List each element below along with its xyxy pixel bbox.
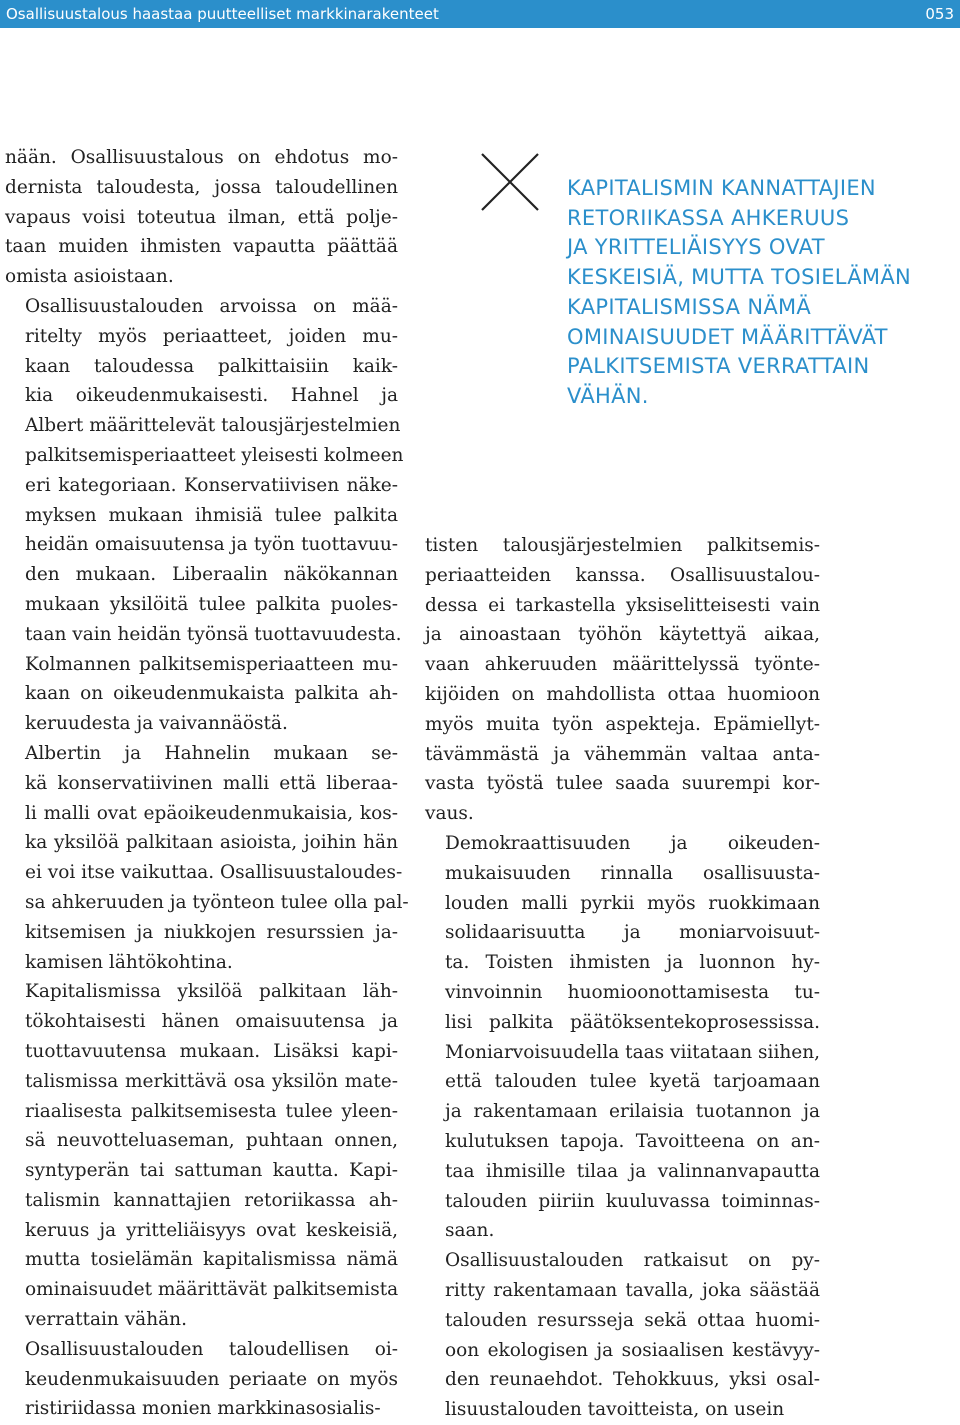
x-mark-icon [480, 152, 540, 212]
text-line: keudenmukaisuuden periaate on myös [25, 1368, 398, 1390]
text-line: Kapitalismissa yksilöä palkitaan läh- [25, 981, 398, 1003]
pull-quote-line: OMINAISUUDET MÄÄRITTÄVÄT [567, 324, 888, 349]
text-line: kitsemisen ja niukkojen resurssien ja- [25, 921, 398, 943]
text-line: louden malli pyrkii myös ruokkimaan [445, 892, 820, 914]
text-line: ei voi itse vaikuttaa. Osallisuustaloudes- [25, 862, 403, 884]
pull-quote-line: PALKITSEMISTA VERRATTAIN [567, 354, 870, 379]
text-line: lisi palkita päätöksentekoprosessissa. [445, 1011, 820, 1033]
text-line: li malli ovat epäoikeudenmukaisia, kos- [25, 802, 398, 824]
pull-quote-line: JA YRITTELIÄISYYS OVAT [567, 235, 825, 260]
text-line: vaus. [425, 803, 474, 825]
paragraph [425, 531, 820, 829]
text-line: mutta tosielämän kapitalismissa nämä [25, 1249, 398, 1271]
text-line: palkitsemisperiaatteet yleisesti kolmeen [25, 444, 404, 466]
text-line: talismin kannattajien retoriikassa ah- [25, 1189, 398, 1211]
text-line: mukaan yksilöitä tulee palkita puoles- [25, 593, 398, 615]
text-line: Demokraattisuuden ja oikeuden- [445, 832, 820, 854]
text-line: den reunaehdot. Tehokkuus, yksi osal- [445, 1369, 820, 1391]
text-line: myksen mukaan ihmisiä tulee palkita [25, 504, 398, 526]
text-line: ja rakentamaan erilaisia tuotannon ja [445, 1101, 820, 1123]
text-line: että talouden tulee kyetä tarjoamaan [445, 1071, 820, 1093]
paragraph [425, 1246, 820, 1425]
text-line: vapaus voisi toteutua ilman, että polje- [5, 206, 398, 228]
text-line: lisuustalouden tavoitteista, on usein [445, 1399, 785, 1421]
text-line: kijöiden on mahdollista ottaa huomioon [425, 683, 820, 705]
text-line: kaan on oikeudenmukaista palkita ah- [25, 683, 398, 705]
text-line: tuottavuutensa mukaan. Lisäksi kapi- [25, 1040, 398, 1062]
page-number: 053 [925, 5, 954, 23]
text-line: keruudesta ja vaivannäöstä. [25, 713, 288, 735]
text-line: tisten talousjärjestelmien palkitsemis- [425, 535, 820, 556]
running-header [0, 0, 960, 28]
text-line: kä konservatiivinen malli että liberaa- [25, 772, 398, 794]
text-line: ka yksilöä palkitaan asioista, joihin hän [25, 832, 398, 854]
text-line: vinvoinnin huomioonottamisesta tu- [445, 981, 820, 1003]
text-line: kia oikeudenmukaisesti. Hahnel ja [25, 385, 398, 407]
text-line: taan muiden ihmisten vapautta päättää [5, 236, 398, 258]
paragraph [5, 292, 404, 739]
text-line: oon ekologisen ja sosiaalisen kestävyy- [445, 1339, 820, 1361]
text-line: ominaisuudet määrittävät palkitsemista [25, 1279, 399, 1301]
text-line: ristiriidassa monien markkinasosialis- [25, 1398, 381, 1420]
pull-quote [567, 174, 927, 412]
text-line: Albertin ja Hahnelin mukaan se- [25, 742, 398, 764]
pull-quote-line: VÄHÄN. [567, 383, 649, 408]
text-line: kamisen lähtökohtina. [25, 951, 233, 973]
text-line: dernista taloudesta, jossa taloudellinen [5, 176, 398, 198]
text-line: sa ahkeruuden ja työnteon tulee olla pal- [25, 891, 409, 913]
text-line: talismissa merkittävä osa yksilön mate- [25, 1070, 398, 1092]
text-line: Osallisuustalouden ratkaisut on py- [445, 1250, 820, 1272]
text-line: Osallisuustalouden arvoissa on mää- [25, 295, 398, 317]
text-line: syntyperän tai sattuman kautta. Kapi- [25, 1160, 398, 1182]
text-line: ja ainoastaan työhön käytettyä aikaa, [425, 624, 820, 646]
pull-quote-line: RETORIIKASSA AHKERUUS [567, 205, 850, 230]
left-text-column [5, 143, 409, 1424]
text-line: saan. [445, 1220, 495, 1242]
text-line: riaalisesta palkitsemisesta tulee yleen- [25, 1100, 398, 1122]
text-line: Osallisuustalouden taloudellisen oi- [25, 1338, 398, 1360]
paragraph [5, 1335, 398, 1424]
paragraph [5, 739, 409, 977]
text-line: nään. Osallisuustalous on ehdotus mo- [5, 147, 398, 168]
text-line: kulutuksen tapoja. Tavoitteena on an- [445, 1130, 820, 1152]
text-line: vaan ahkeruuden määrittelyssä työnte- [425, 654, 820, 676]
text-line: dessa ei tarkastella yksiselitteisesti vain [425, 594, 820, 616]
paragraph [5, 143, 398, 292]
text-line: myös muita työn aspekteja. Epämiellyt- [425, 713, 820, 735]
paragraph [425, 829, 820, 1246]
text-line: taan vain heidän työnsä tuottavuudesta. [25, 623, 402, 645]
text-line: vasta työstä tulee saada suurempi kor- [425, 773, 820, 795]
text-line: sä neuvotteluaseman, puhtaan onnen, [25, 1130, 398, 1152]
text-line: tökohtaisesti hänen omaisuutensa ja [25, 1011, 398, 1033]
paragraph [5, 977, 398, 1335]
text-line: ritelty myös periaatteet, joiden mu- [25, 325, 398, 347]
text-line: taa ihmisille tilaa ja valinnanvapautta [445, 1160, 820, 1182]
text-line: ritty rakentamaan tavalla, joka säästää [445, 1279, 820, 1301]
text-line: omista asioistaan. [5, 266, 174, 288]
text-line: Albert määrittelevät talousjärjestelmien [25, 415, 401, 437]
text-line: Moniarvoisuudella taas viitataan siihen, [445, 1041, 821, 1063]
text-line: eri kategoriaan. Konservatiivisen näke- [25, 474, 398, 496]
text-line: verrattain vähän. [25, 1309, 187, 1331]
text-line: Kolmannen palkitsemisperiaatteen mu- [25, 653, 398, 675]
pull-quote-line: KESKEISIÄ, MUTTA TOSIELÄMÄN [567, 265, 912, 290]
text-line: mukaisuuden rinnalla osallisuusta- [445, 862, 820, 884]
text-line: solidaarisuutta ja moniarvoisuut- [445, 922, 820, 944]
text-line: den mukaan. Liberaalin näkökannan [25, 564, 398, 586]
pull-quote-line: KAPITALISMISSA NÄMÄ [567, 294, 812, 319]
text-line: tävämmästä ja vähemmän valtaa anta- [425, 743, 820, 765]
pull-quote-line: KAPITALISMIN KANNATTAJIEN [567, 176, 876, 200]
running-header-title: Osallisuustalous haastaa puutteelliset markkinarakenteet [6, 5, 439, 23]
text-line: talouden piiriin kuuluvassa toiminnas- [445, 1190, 820, 1212]
text-line: keruus ja yritteliäisyys ovat keskeisiä, [25, 1219, 398, 1241]
text-line: heidän omaisuutensa ja työn tuottavuu- [25, 534, 398, 556]
text-line: periaatteiden kanssa. Osallisuustalou- [425, 564, 820, 586]
right-text-column [425, 531, 820, 1425]
text-line: ta. Toisten ihmisten ja luonnon hy- [445, 952, 820, 974]
text-line: kaan taloudessa palkittaisiin kaik- [25, 355, 398, 377]
text-line: talouden resursseja sekä ottaa huomi- [445, 1309, 820, 1331]
